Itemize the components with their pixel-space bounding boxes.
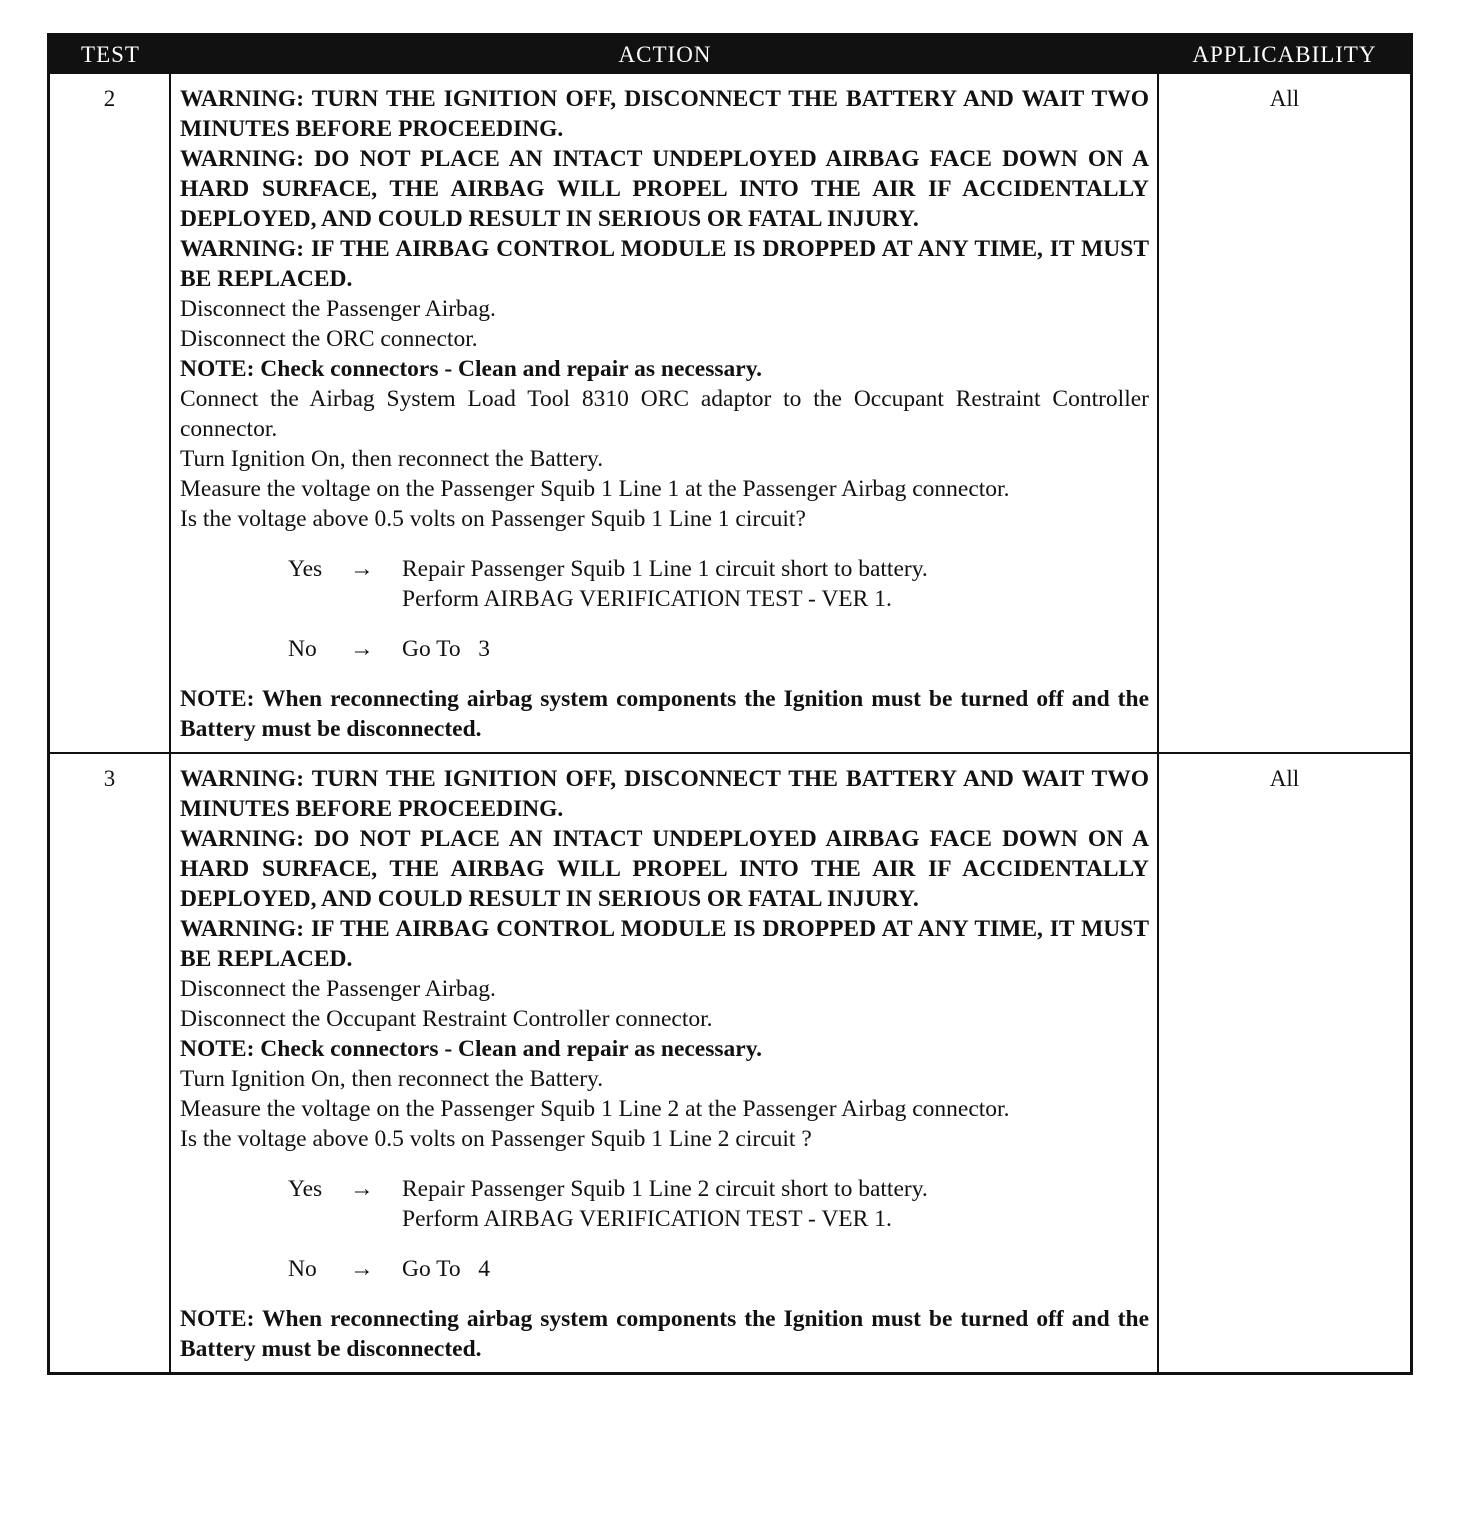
step-disconnect-connector: Disconnect the ORC connector.	[180, 326, 478, 352]
test-number: 3	[50, 754, 171, 1372]
step-measure-voltage: Measure the voltage on the Passenger Squib 1 Line 2 at the Passenger Airbag connector.	[180, 1096, 1010, 1122]
action-cell	[171, 754, 1159, 1372]
arrow-right-icon: →	[350, 556, 374, 582]
warning-ignition: WARNING: TURN THE IGNITION OFF, DISCONNECT THE BATTERY AND WAIT TWO MINUTES BEFORE PROCEEDING.	[180, 766, 1149, 822]
outcome-no	[288, 634, 1149, 664]
test-question: Is the voltage above 0.5 volts on Passenger Squib 1 Line 1 circuit?	[180, 506, 806, 532]
no-label: No	[288, 1256, 317, 1282]
warning-module-dropped: WARNING: IF THE AIRBAG CONTROL MODULE IS DROPPED AT ANY TIME, IT MUST BE REPLACED.	[180, 236, 1149, 292]
table-row	[50, 74, 1410, 752]
applicability-value: All	[1269, 86, 1300, 111]
step-ignition-on: Turn Ignition On, then reconnect the Battery.	[180, 446, 604, 472]
header-applicability: APPLICABILITY	[1192, 42, 1377, 67]
table-row	[50, 752, 1410, 1372]
note-reconnecting: NOTE: When reconnecting airbag system components the Ignition must be turned off and the Battery must be disconnected.	[180, 1306, 1149, 1362]
no-result: Go To 4	[402, 1256, 491, 1282]
no-label: No	[288, 636, 317, 662]
note-check-connectors: NOTE: Check connectors - Clean and repair as necessary.	[180, 356, 763, 382]
header-action: ACTION	[618, 42, 712, 67]
note-check-connectors: NOTE: Check connectors - Clean and repair as necessary.	[180, 1036, 763, 1062]
yes-result-repair: Repair Passenger Squib 1 Line 2 circuit short to battery.	[402, 1176, 928, 1202]
step-disconnect-connector: Disconnect the Occupant Restraint Controller connector.	[180, 1006, 713, 1032]
yes-label: Yes	[288, 556, 323, 582]
test-number: 2	[50, 74, 171, 752]
arrow-right-icon: →	[350, 636, 374, 662]
step-measure-voltage: Measure the voltage on the Passenger Squib 1 Line 1 at the Passenger Airbag connector.	[180, 476, 1010, 502]
arrow-right-icon: →	[350, 1256, 374, 1282]
step-disconnect-airbag: Disconnect the Passenger Airbag.	[180, 976, 496, 1002]
yes-result-repair: Repair Passenger Squib 1 Line 1 circuit short to battery.	[402, 556, 928, 582]
table-header	[50, 36, 1410, 74]
yes-result-verify: Perform AIRBAG VERIFICATION TEST - VER 1.	[402, 586, 892, 612]
action-cell	[171, 74, 1159, 752]
applicability-value: All	[1269, 766, 1300, 791]
warning-ignition: WARNING: TURN THE IGNITION OFF, DISCONNECT THE BATTERY AND WAIT TWO MINUTES BEFORE PROCEEDING.	[180, 86, 1149, 142]
arrow-right-icon: →	[350, 1176, 374, 1202]
step-connect-load-tool: Connect the Airbag System Load Tool 8310 ORC adaptor to the Occupant Restraint Controller connector.	[180, 386, 1149, 442]
outcome-no	[288, 1254, 1149, 1284]
yes-result	[402, 554, 1149, 614]
test-question: Is the voltage above 0.5 volts on Passenger Squib 1 Line 2 circuit ?	[180, 1126, 812, 1152]
warning-airbag-face: WARNING: DO NOT PLACE AN INTACT UNDEPLOYED AIRBAG FACE DOWN ON A HARD SURFACE, THE AIRBAG WILL PROPEL INTO THE AIR IF ACCIDENTALLY DEPLOYED, AND COULD RESULT IN SERIOUS OR FATAL INJURY.	[180, 826, 1149, 912]
header-test: TEST	[81, 42, 140, 67]
yes-result	[402, 1174, 1149, 1234]
yes-result-verify: Perform AIRBAG VERIFICATION TEST - VER 1.	[402, 1206, 892, 1232]
note-reconnecting: NOTE: When reconnecting airbag system components the Ignition must be turned off and the Battery must be disconnected.	[180, 686, 1149, 742]
warning-airbag-face: WARNING: DO NOT PLACE AN INTACT UNDEPLOYED AIRBAG FACE DOWN ON A HARD SURFACE, THE AIRBAG WILL PROPEL INTO THE AIR IF ACCIDENTALLY DEPLOYED, AND COULD RESULT IN SERIOUS OR FATAL INJURY.	[180, 146, 1149, 232]
diagnostic-test-table	[47, 33, 1413, 1375]
outcome-yes	[288, 554, 1149, 614]
outcome-yes	[288, 1174, 1149, 1234]
step-ignition-on: Turn Ignition On, then reconnect the Battery.	[180, 1066, 604, 1092]
yes-label: Yes	[288, 1176, 323, 1202]
no-result: Go To 3	[402, 636, 491, 662]
warning-module-dropped: WARNING: IF THE AIRBAG CONTROL MODULE IS DROPPED AT ANY TIME, IT MUST BE REPLACED.	[180, 916, 1149, 972]
step-disconnect-airbag: Disconnect the Passenger Airbag.	[180, 296, 496, 322]
